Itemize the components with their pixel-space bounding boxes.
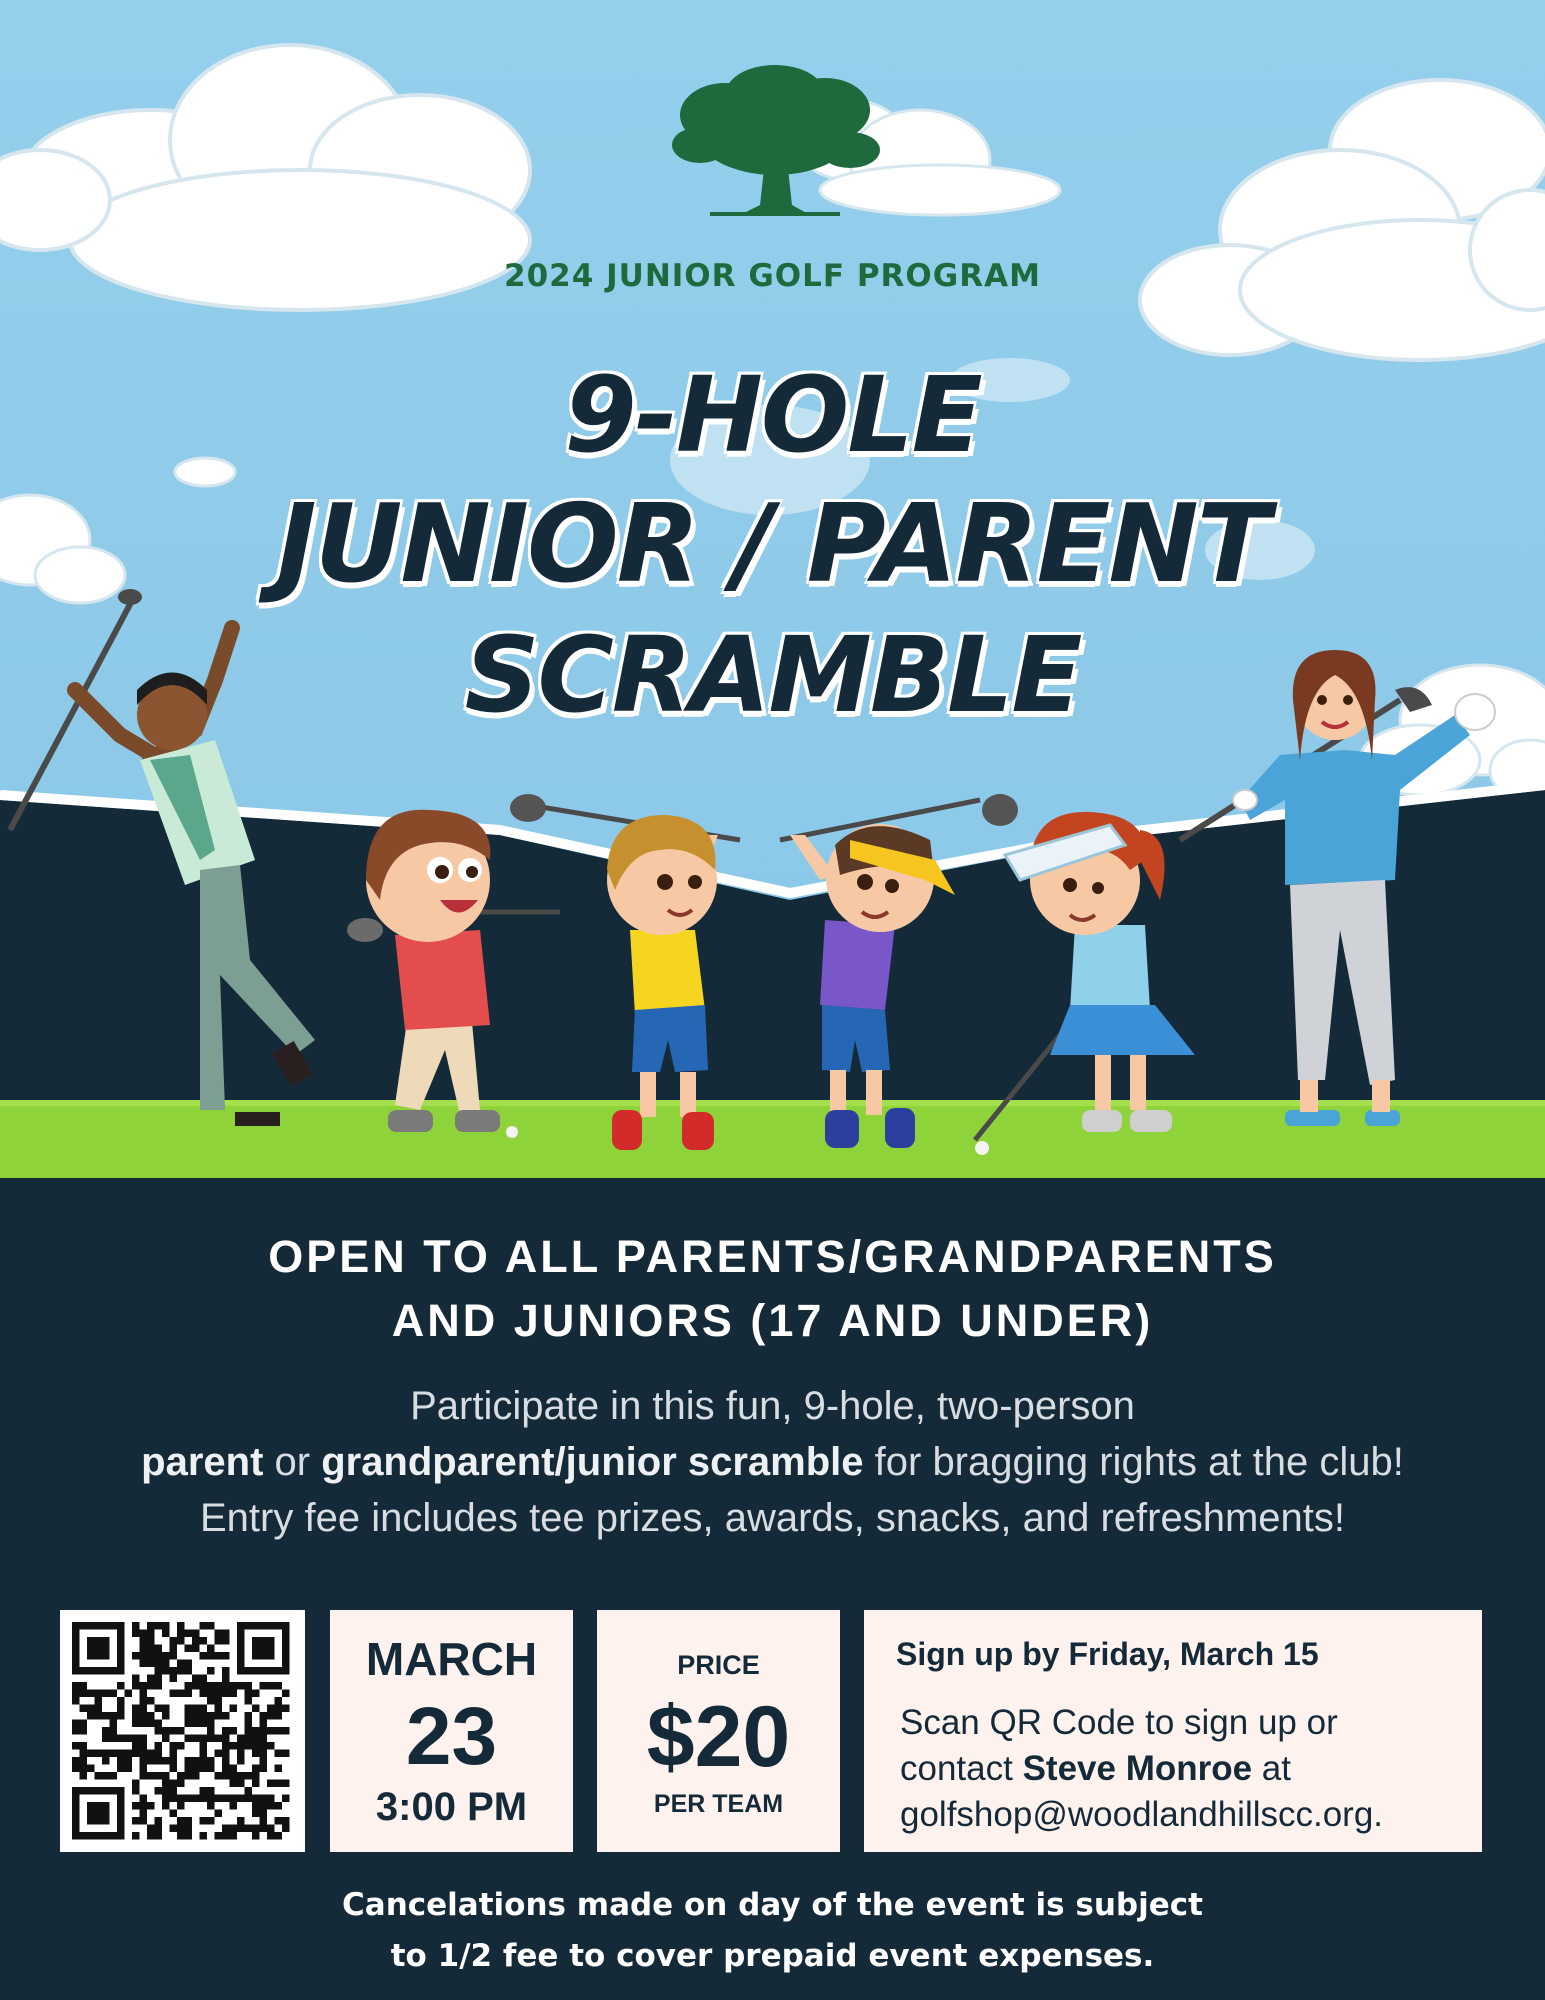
description-or: or (263, 1440, 322, 1484)
title-line-2: JUNIOR / PARENT (276, 482, 1269, 607)
price-label: PRICE (677, 1650, 760, 1680)
event-day: 23 (405, 1691, 498, 1782)
event-time: 3:00 PM (375, 1785, 528, 1829)
cancellation-line-2: to 1/2 fee to cover prepaid event expenses. (390, 1938, 1155, 1974)
event-month: MARCH (365, 1633, 538, 1685)
event-description (0, 1378, 1545, 1546)
contact-name: Steve Monroe (1022, 1749, 1253, 1788)
signup-contact-prefix: contact (900, 1749, 1023, 1788)
signup-instructions (900, 1700, 1460, 1838)
title-line-1: 9-HOLE (564, 354, 981, 476)
description-line-2 (0, 1434, 1545, 1490)
eligibility-headline (0, 1225, 1545, 1353)
contact-email-link[interactable]: golfshop@woodlandhillscc.org. (900, 1795, 1384, 1834)
description-bold-scramble: grandparent/junior scramble (321, 1440, 864, 1484)
cancellation-policy (0, 1880, 1545, 1982)
signup-contact-suffix: at (1252, 1749, 1291, 1788)
description-line-1: Participate in this fun, 9-hole, two-person (410, 1384, 1135, 1428)
description-bragging: for bragging rights at the club! (863, 1440, 1404, 1484)
description-bold-parent: parent (141, 1440, 264, 1484)
date-box (330, 1610, 573, 1852)
title-line-3: SCRAMBLE (464, 614, 1081, 736)
qr-code-box[interactable] (60, 1610, 305, 1852)
eligibility-line-1: OPEN TO ALL PARENTS/GRANDPARENTS (268, 1231, 1277, 1282)
eligibility-line-2: AND JUNIORS (17 AND UNDER) (391, 1295, 1154, 1346)
description-line-3: Entry fee includes tee prizes, awards, snacks, and refreshments! (200, 1496, 1345, 1540)
price-value: $20 (646, 1689, 791, 1785)
cancellation-line-1: Cancelations made on day of the event is subject (342, 1887, 1203, 1923)
signup-box (864, 1610, 1482, 1852)
signup-line-1: Scan QR Code to sign up or (900, 1703, 1338, 1742)
event-title (0, 350, 1545, 740)
qr-code-icon[interactable] (72, 1622, 293, 1840)
signup-deadline: Sign up by Friday, March 15 (896, 1636, 1319, 1672)
price-unit: PER TEAM (653, 1790, 784, 1818)
price-box (597, 1610, 840, 1852)
program-label: 2024 JUNIOR GOLF PROGRAM (504, 258, 1041, 294)
